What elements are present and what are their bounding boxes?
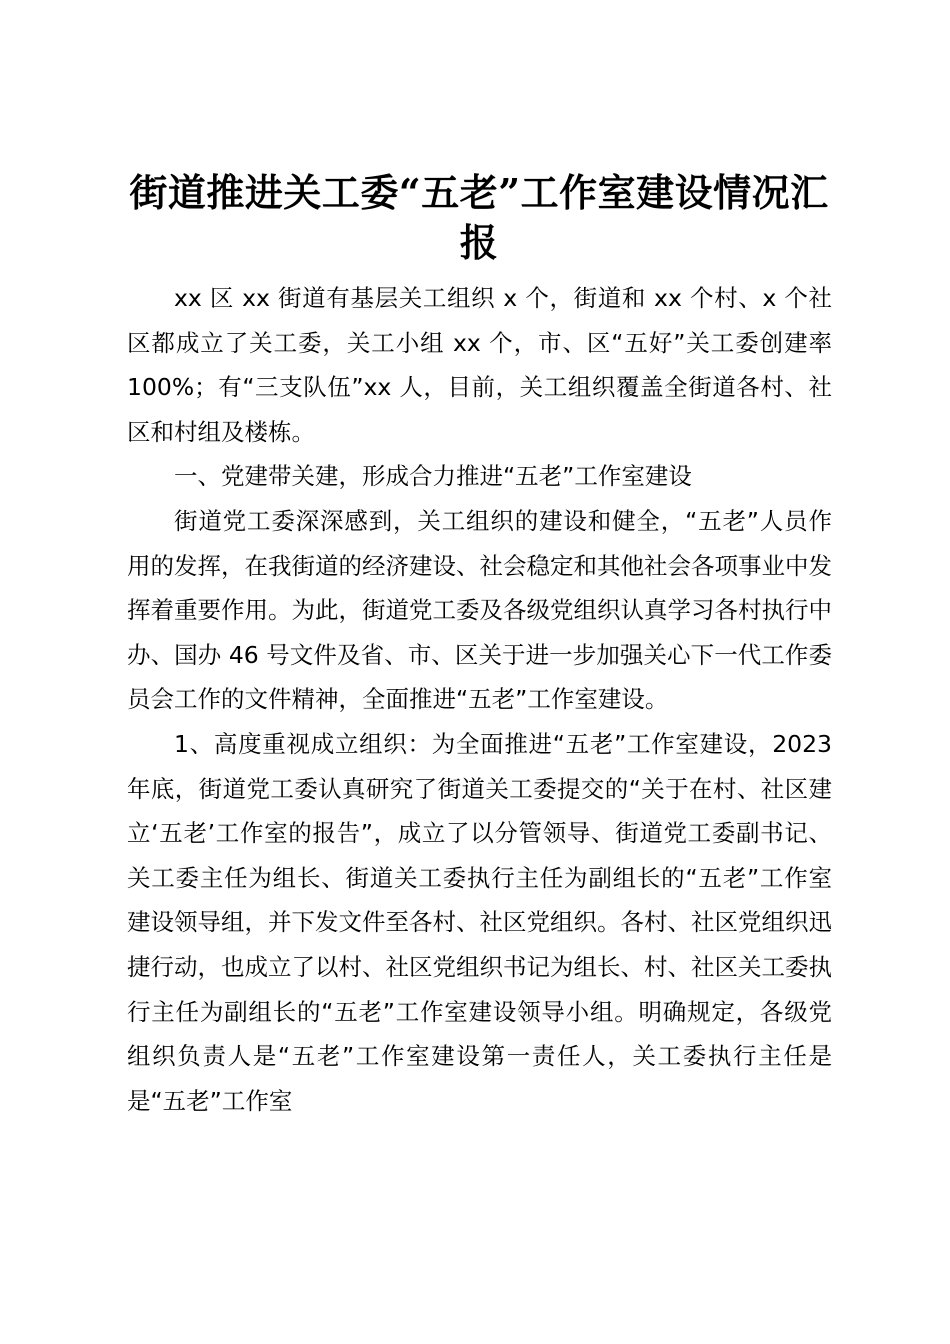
section-heading-1: 一、党建带关建，形成合力推进“五老”工作室建设 bbox=[174, 462, 692, 491]
paragraph-item-1: 1、高度重视成立组织：为全面推进“五老”工作室建设，2023 年底，街道党工委认真研究了街道关工委提交的“关于在村、社区建立‘五老’工作室的报告”，成立了以分管领导、街道党工委副书记、关工委主任为组长、街道关工委执行主任为副组长的“五老”工作室建设领导组，并下发文件至各村、社区党组织。各村、社区党组织迅捷行动，也成立了以村、社区党组织书记为组长、村、社区关工委执行主任为副组长的“五老”工作室建设领导小组。明确规定，各级党组织负责人是“五老”工作室建设第一责任人，关工委执行主任是是“五老”工作室 bbox=[127, 729, 832, 1115]
paragraph-section-1: 街道党工委深深感到，关工组织的建设和健全，“五老”人员作用的发挥，在我街道的经济建设、社会稳定和其他社会各项事业中发挥着重要作用。为此，街道党工委及各级党组织认真学习各村执行中办、国办 46 号文件及省、市、区关于进一步加强关心下一代工作委员会工作的文件精神，全面推进“五老”工作室建设。 bbox=[127, 506, 832, 714]
document-body bbox=[127, 276, 832, 1123]
paragraph-intro: xx 区 xx 街道有基层关工组织 x 个，街道和 xx 个村、x 个社区都成立了关工委，关工小组 xx 个，市、区“五好”关工委创建率 100%；有“三支队伍”xx 人，目前，关工组织覆盖全街道各村、社区和村组及楼栋。 bbox=[127, 284, 832, 446]
document-title: 街道推进关工委“五老”工作室建设情况汇报 bbox=[129, 170, 829, 265]
